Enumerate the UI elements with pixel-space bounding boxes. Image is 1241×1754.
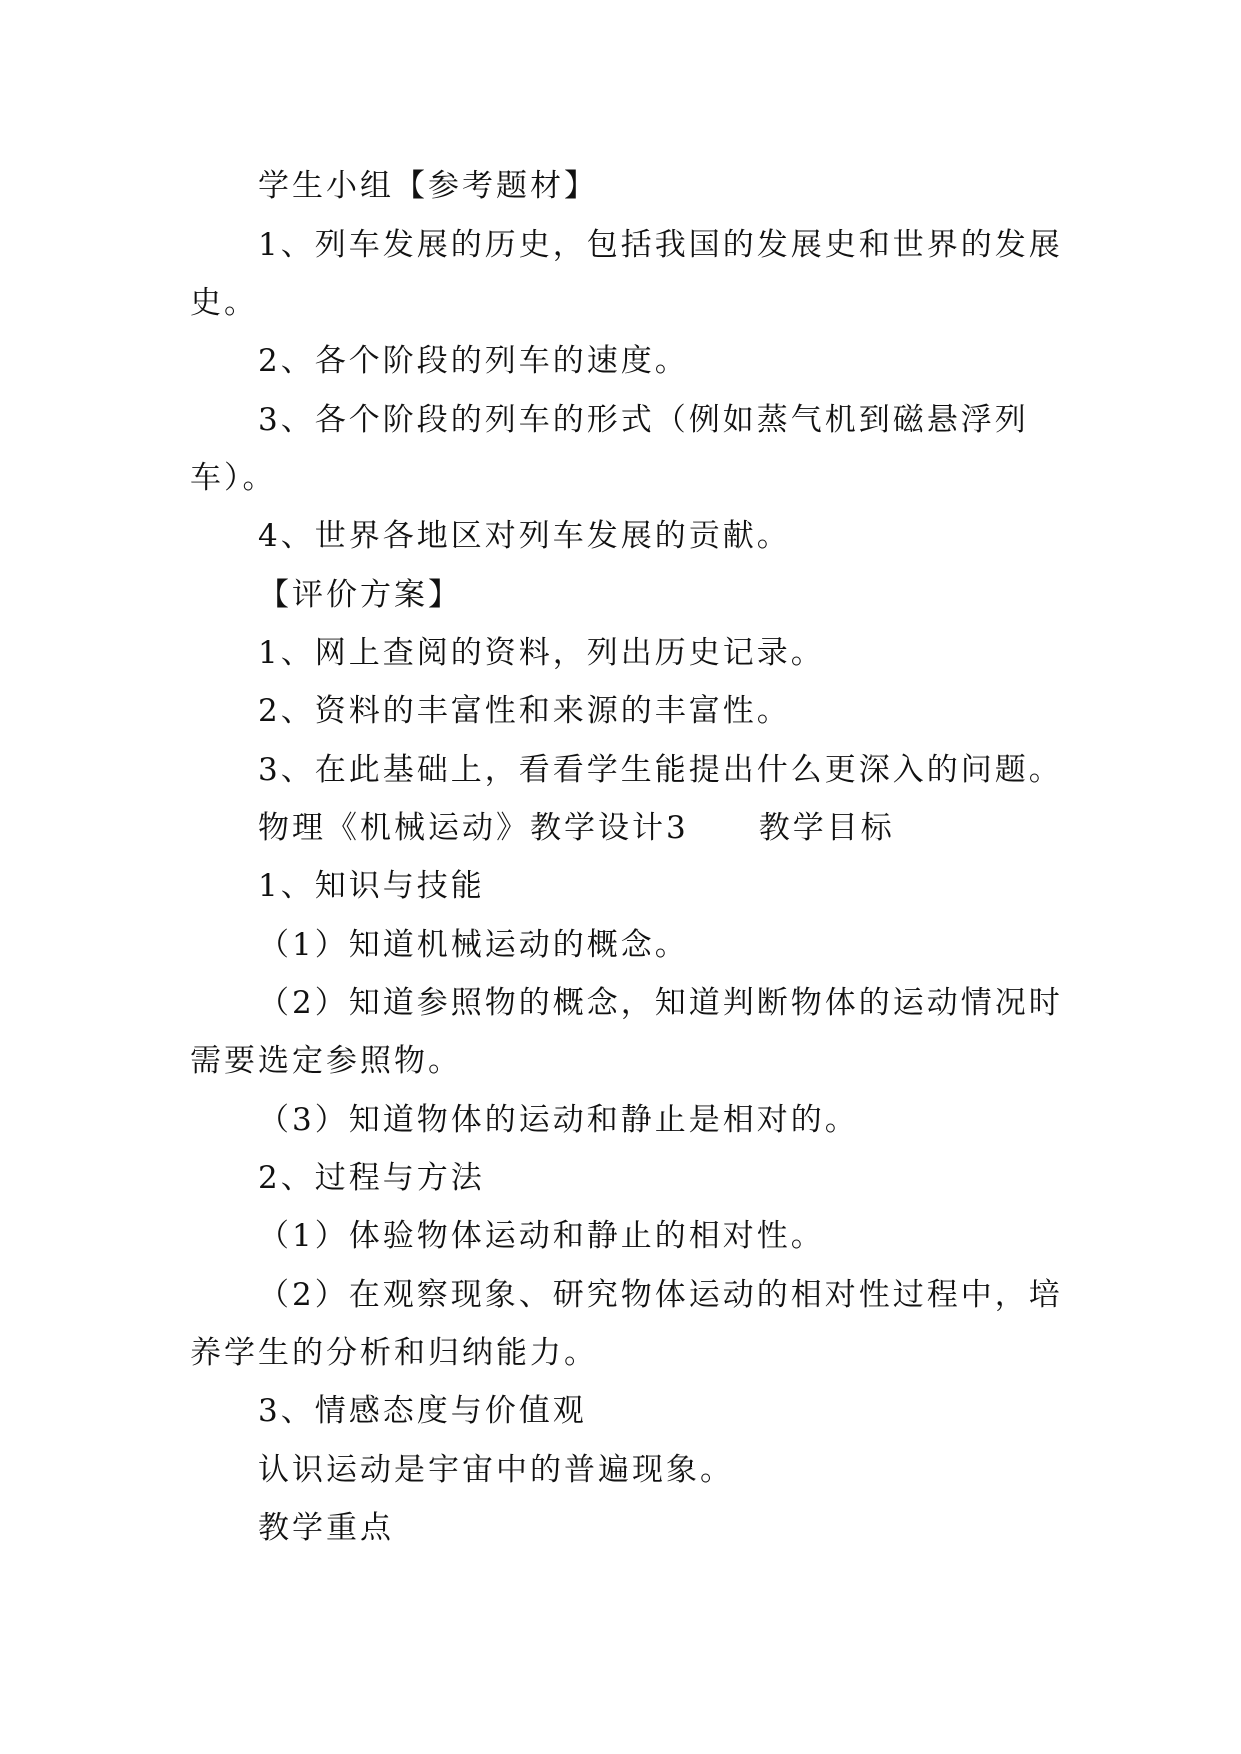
text-line: 1、知识与技能 — [258, 868, 485, 904]
section-heading: 教学重点 — [258, 1510, 394, 1546]
text-line: 史。 — [190, 285, 258, 321]
text-line: （2）在观察现象、研究物体运动的相对性过程中，培 — [258, 1277, 1063, 1313]
text-line: 2、资料的丰富性和来源的丰富性。 — [258, 693, 791, 729]
text-line: 4、世界各地区对列车发展的贡献。 — [258, 518, 791, 554]
text-line: 车）。 — [190, 460, 277, 496]
section-heading: 教学目标 — [758, 810, 895, 846]
text-line: 养学生的分析和归纳能力。 — [190, 1335, 598, 1371]
text-line: 2、过程与方法 — [258, 1160, 485, 1196]
text-line: 认识运动是宇宙中的普遍现象。 — [258, 1452, 734, 1488]
document-title: 物理《机械运动》教学设计3 — [258, 810, 689, 846]
text-line: 3、各个阶段的列车的形式（例如蒸气机到磁悬浮列 — [258, 402, 1029, 438]
text-line: 1、网上查阅的资料，列出历史记录。 — [258, 635, 825, 671]
section-heading: 【评价方案】 — [258, 577, 462, 613]
text-line: 3、在此基础上，看看学生能提出什么更深入的问题。 — [258, 752, 1063, 788]
text-line: 学生小组【参考题材】 — [258, 168, 598, 204]
text-line: （3）知道物体的运动和静止是相对的。 — [258, 1102, 859, 1138]
text-line: （1）体验物体运动和静止的相对性。 — [258, 1218, 825, 1254]
text-line: 3、情感态度与价值观 — [258, 1393, 587, 1429]
text-line: （2）知道参照物的概念，知道判断物体的运动情况时 — [258, 985, 1063, 1021]
text-line: 需要选定参照物。 — [190, 1043, 462, 1079]
document-title-line — [258, 808, 895, 848]
text-line: 2、各个阶段的列车的速度。 — [258, 343, 689, 379]
text-line: 1、列车发展的历史，包括我国的发展史和世界的发展 — [258, 227, 1063, 263]
text-line: （1）知道机械运动的概念。 — [258, 927, 689, 963]
